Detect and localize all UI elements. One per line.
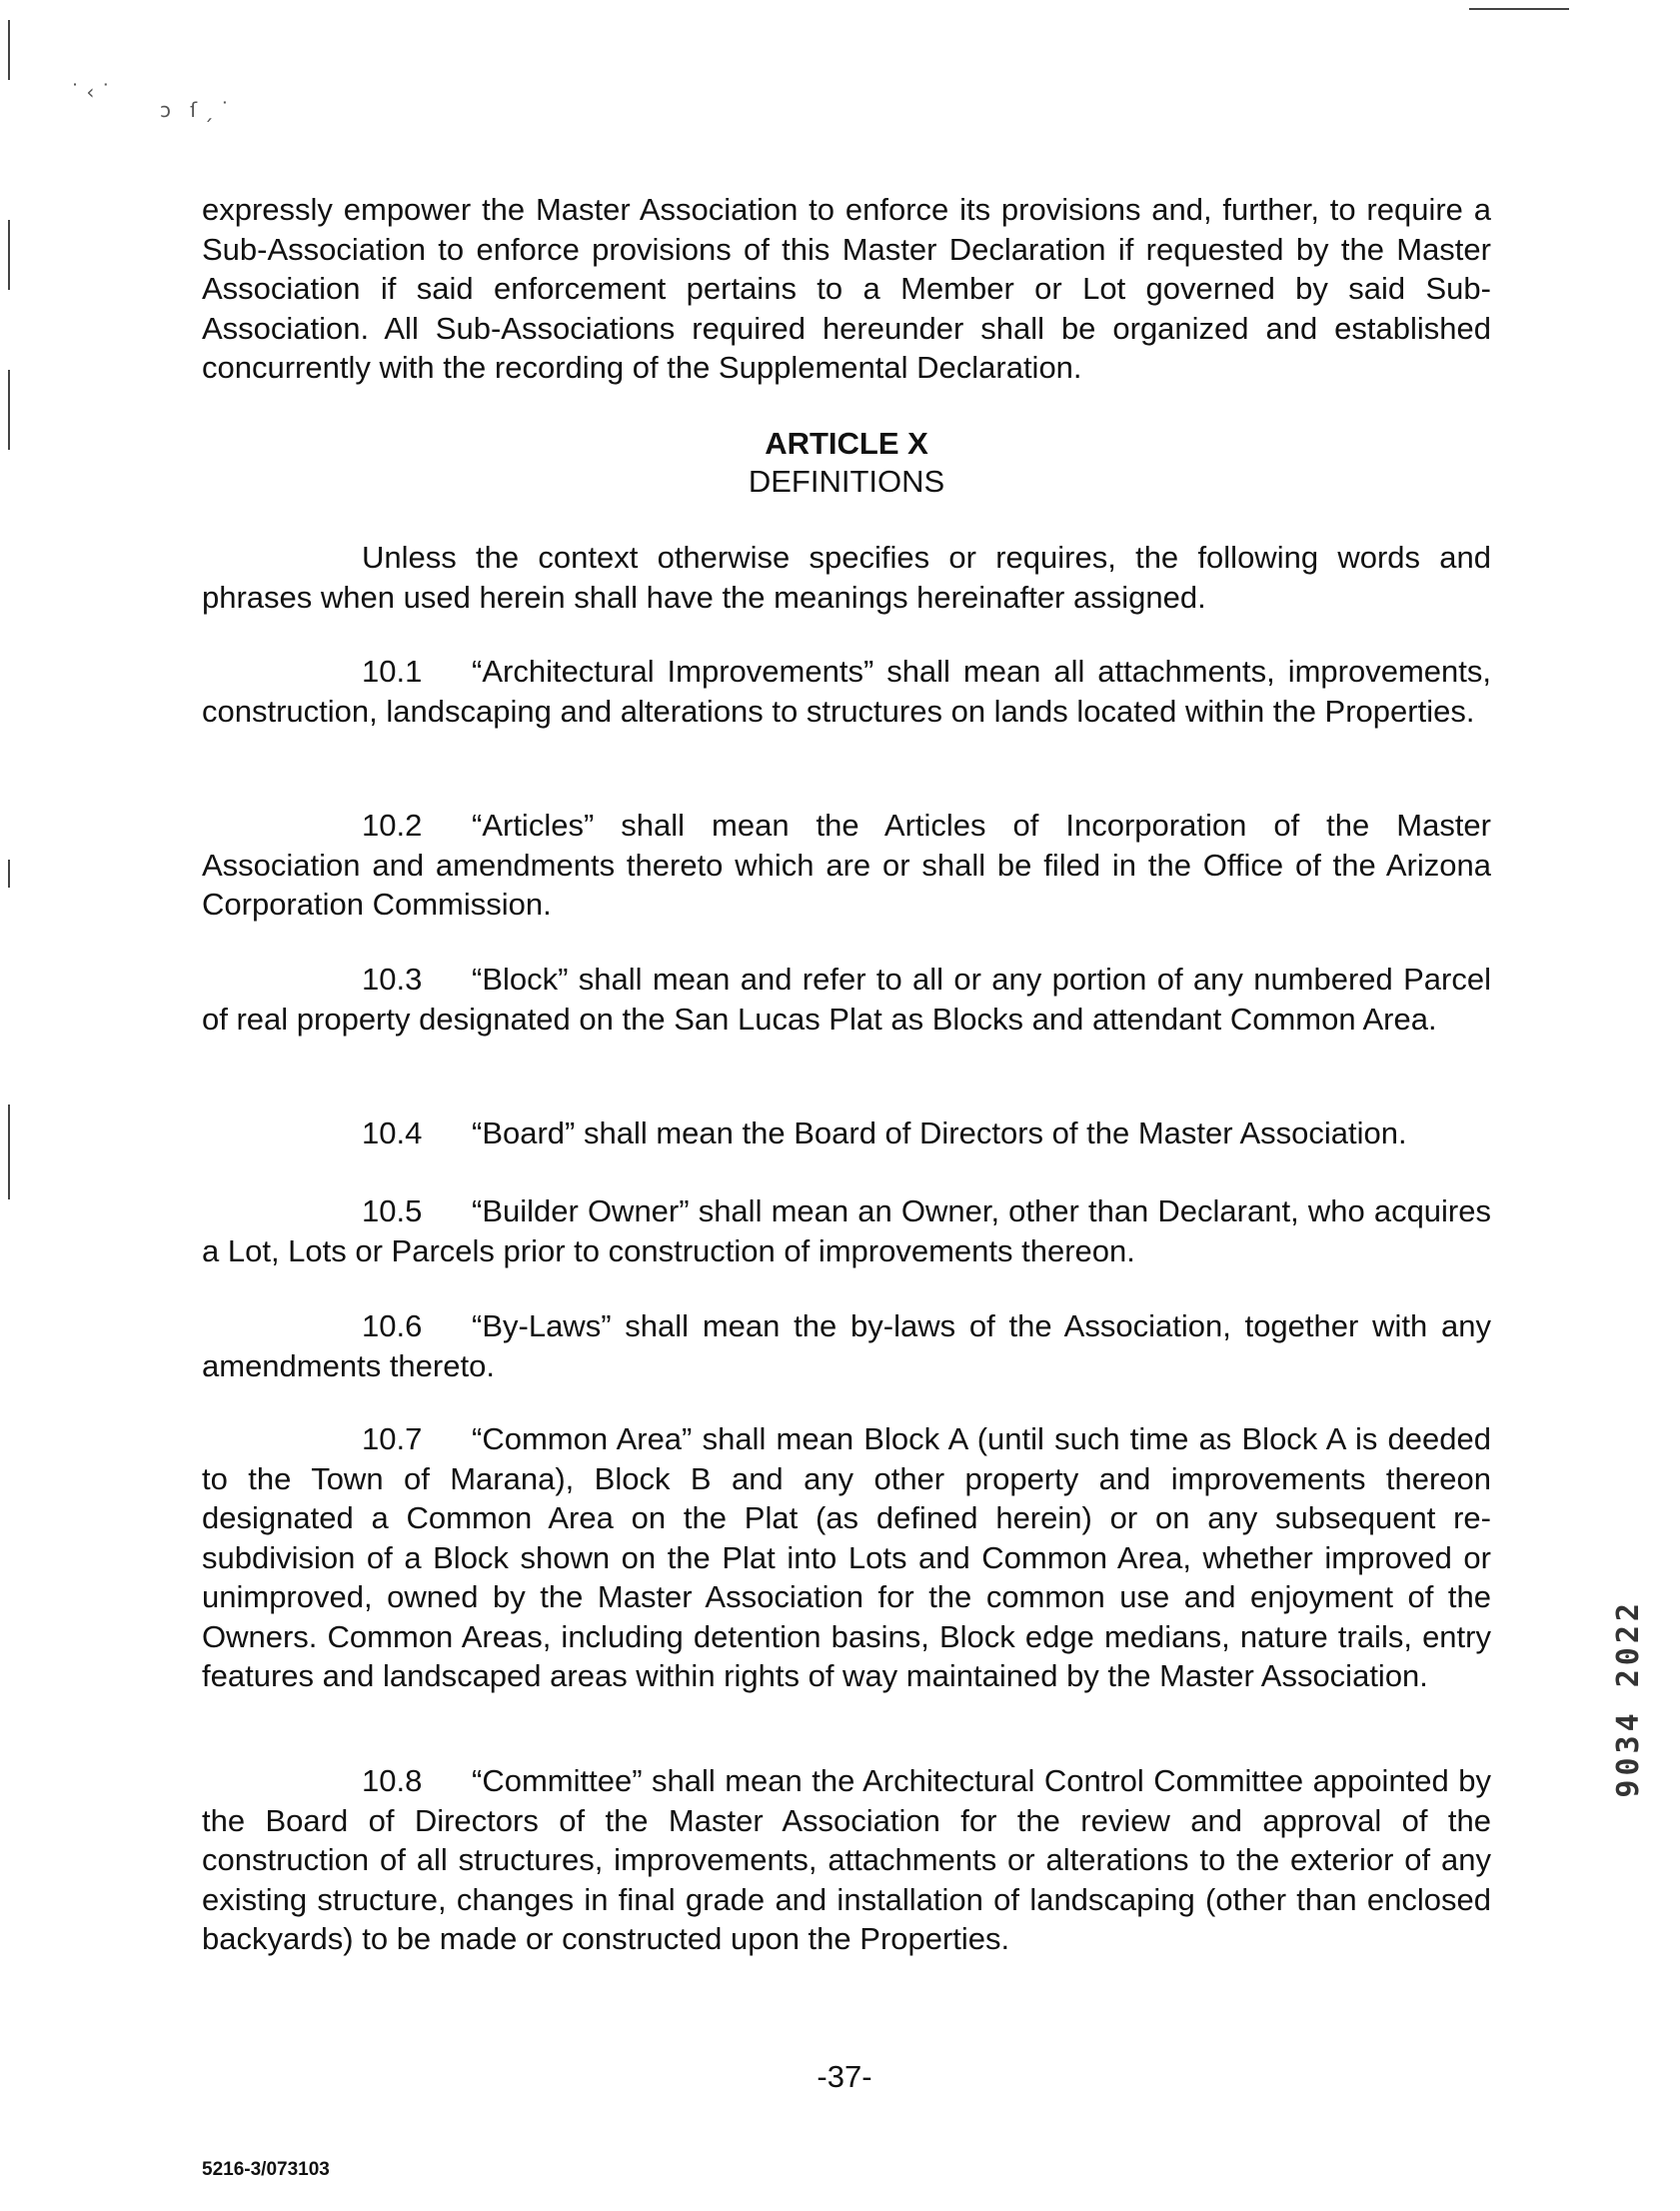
definition-number: 10.2 bbox=[362, 808, 423, 843]
definition-10-5 bbox=[202, 1191, 1491, 1270]
definition-text: “By-Laws” shall mean the by-laws of the Association, together with any amendments thereto. bbox=[202, 1308, 1491, 1383]
definition-text: “Block” shall mean and refer to all or any portion of any numbered Parcel of real property designated on the San Lucas Plat as Blocks and attendant Common Area. bbox=[202, 962, 1491, 1037]
intro-paragraph: expressly empower the Master Association to enforce its provisions and, further, to require a Sub-Association to enforce provisions of this Master Declaration if requested by the Master Association if said enforcement pertains to a Member or Lot governed by said Sub-Association. All Sub-Associations required hereunder shall be organized and established concurrently with the recording of the Supplemental Declaration. bbox=[202, 192, 1491, 385]
definition-text: “Committee” shall mean the Architectural Control Committee appointed by the Board of Directors of the Master Association for the review and approval of the construction of all structures, improvements, attachments or alterations to the exterior of any existing structure, changes in final grade and installation of landscaping (other than enclosed backyards) to be made or constructed upon the Properties. bbox=[202, 1763, 1491, 1956]
definition-10-8 bbox=[202, 1761, 1491, 1959]
scan-mark-left bbox=[8, 860, 10, 888]
definition-number: 10.7 bbox=[362, 1421, 423, 1456]
definition-text: “Articles” shall mean the Articles of Incorporation of the Master Association and amendments thereto which are or shall be filed in the Office of the Arizona Corporation Commission. bbox=[202, 808, 1491, 922]
scan-mark-left bbox=[8, 1105, 10, 1199]
definition-number: 10.6 bbox=[362, 1308, 423, 1343]
definition-number: 10.5 bbox=[362, 1193, 423, 1228]
definition-10-3 bbox=[202, 960, 1491, 1039]
scan-speck: ɔ ſ ˏ ˙ bbox=[160, 98, 230, 122]
definition-number: 10.4 bbox=[362, 1115, 423, 1150]
preamble-paragraph: Unless the context otherwise specifies or requires, the following words and phrases when used herein shall have the meanings hereinafter assigned. bbox=[202, 540, 1491, 615]
definition-text: “Builder Owner” shall mean an Owner, other than Declarant, who acquires a Lot, Lots or Parcels prior to construction of improvements thereon. bbox=[202, 1193, 1491, 1268]
scan-mark-left bbox=[8, 220, 10, 290]
article-subtitle: DEFINITIONS bbox=[748, 464, 945, 499]
definition-number: 10.3 bbox=[362, 962, 423, 997]
page-number: -37- bbox=[817, 2059, 872, 2094]
definition-10-7 bbox=[202, 1419, 1491, 1696]
definition-10-6 bbox=[202, 1306, 1491, 1385]
scan-mark-left bbox=[8, 20, 10, 80]
scan-speck: ˙ ‹ ˙ bbox=[70, 80, 111, 104]
definition-number: 10.1 bbox=[362, 654, 423, 689]
scan-mark-top bbox=[1469, 8, 1569, 10]
definition-text: “Board” shall mean the Board of Directors of the Master Association. bbox=[472, 1115, 1407, 1150]
scan-mark-left bbox=[8, 370, 10, 450]
article-title: ARTICLE X bbox=[765, 426, 928, 461]
definition-10-4 bbox=[202, 1113, 1491, 1153]
recording-stamp: 9034 2022 bbox=[1611, 1599, 1646, 1798]
document-id: 5216-3/073103 bbox=[202, 2159, 330, 2180]
definition-10-1 bbox=[202, 652, 1491, 731]
definition-text: “Common Area” shall mean Block A (until such time as Block A is deeded to the Town of Marana), Block B and any other property and improvements thereon designated a Common Area on the Plat (as defined herein) or on any subsequent re-subdivision of a Block shown on the Plat into Lots and Common Area, whether improved or unimproved, owned by the Master Association for the common use and enjoyment of the Owners. Common Areas, including detention basins, Block edge medians, nature trails, entry features and landscaped areas within rights of way maintained by the Master Association. bbox=[202, 1421, 1491, 1693]
definition-text: “Architectural Improvements” shall mean all attachments, improvements, construction, landscaping and alterations to structures on lands located within the Properties. bbox=[202, 654, 1491, 729]
definition-10-2 bbox=[202, 806, 1491, 925]
article-heading bbox=[202, 425, 1491, 501]
definition-number: 10.8 bbox=[362, 1763, 423, 1798]
